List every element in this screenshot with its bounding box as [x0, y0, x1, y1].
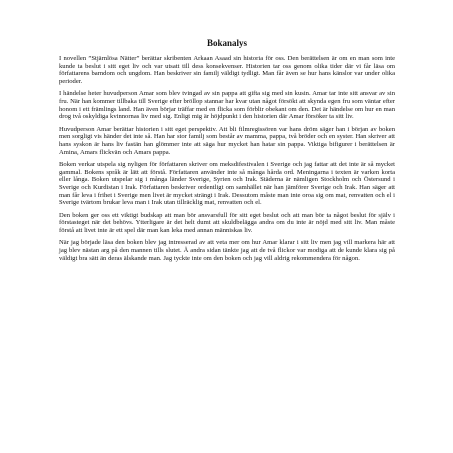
paragraph-2: I händelse heter huvudperson Amar som blev tvingad av sin pappa att gifta sig med sin kusin. Amar tar inte sitt ansvar av sin fru. När han kommer tillbaka till Sverige efter bröllop stannar har kvar utan något försökt att skynda egen fru som väntar efter honom i ett främlings land. Han även börjar träffar med en flicka som förblir obekant om den. Det är händelse om hur en man drog två oskyldiga kvinnornas liv med sig. Enligt mig är höjdpunkt i den historien där Amar försöker ta sitt liv. [59, 90, 395, 121]
document-title: Bokanalys [206, 38, 248, 48]
paragraph-5: Den boken ger oss ett viktigt budskap att man bör ansvarsfull för sitt eget beslut och att man bör ta något beslut för själv i förstasteget när det behövs. Ytterligare är det helt dumt att skuldbelägga andra om du inte är nöjd med sitt liv. Man måste förstå att livet inte är ett spel där man kan leka med annan människas liv. [59, 211, 395, 234]
paragraph-3: Huvudperson Amar berättar historien i sitt eget perspektiv. Att bli filmregissören var hans dröm säger han i början av boken men sorgligt vis händer det inte så. Han har stor familj som består av mamma, pappa, två bröder och en syster. Han skriver att hans syskon är hans liv fastän han glömmer inte att säga hur mycket han hatar sin pappa. Viktiga bifigurer i berättelsen är Amina, Amars flickvän och Amars pappa. [59, 125, 395, 156]
paragraph-6: När jag började läsa den boken blev jag intresserad av att veta mer om hur Amar klarar i sitt liv men jag vill markera här att jag blev nästan arg på den mannen tills slutet. Å andra sidan tänkte jag att de två flickor var modiga att de kunde klara sig på väldigt bra sätt än deras älskande man. Jag tyckte inte om den boken och jag vill aldrig rekommendera för någon. [59, 239, 395, 262]
paragraph-4: Boken verkar utspela sig nyligen för författaren skriver om meksdifestivalen i Sverige och jag fattar att det inte är så mycket gammal. Bokens språk är lätt att förstå. Författaren använder inte så många hårda ord. Meningarna i texten är varken korta eller långa. Boken utspelar sig i många länder Sverige, Syrien och Irak. Städerna är nämligen Stockholm och Östersund i Sverige och Kurdistan i Irak. Författaren beskriver ordentligt om samhället när han jämförer Sverige och Irak. Han säger att man får leva i frihet i Sverige men livet är mycket strängt i Irak. Dessutom måste man inte oroa sig om mat, renvatten och el i Sverige tvärtom brukar leva man i Irak utan tillräcklig mat, renvatten och el. [59, 161, 395, 207]
paragraph-1: I novellen ”Stjärnlösa Nätter” berättar skribenten Arkaan Asaad sin historia för oss. Den berättelsen är om en man som inte kunde ta beslut i sitt eget liv och var utsatt till dess konsekvenser. Historien tar oss genom olika tider där vi får läsa om författarens barndom och ungdom. Han beskriver sin familj väldigt tydligt. Man får även se hur hans känslor var under olika perioder. [59, 55, 395, 85]
